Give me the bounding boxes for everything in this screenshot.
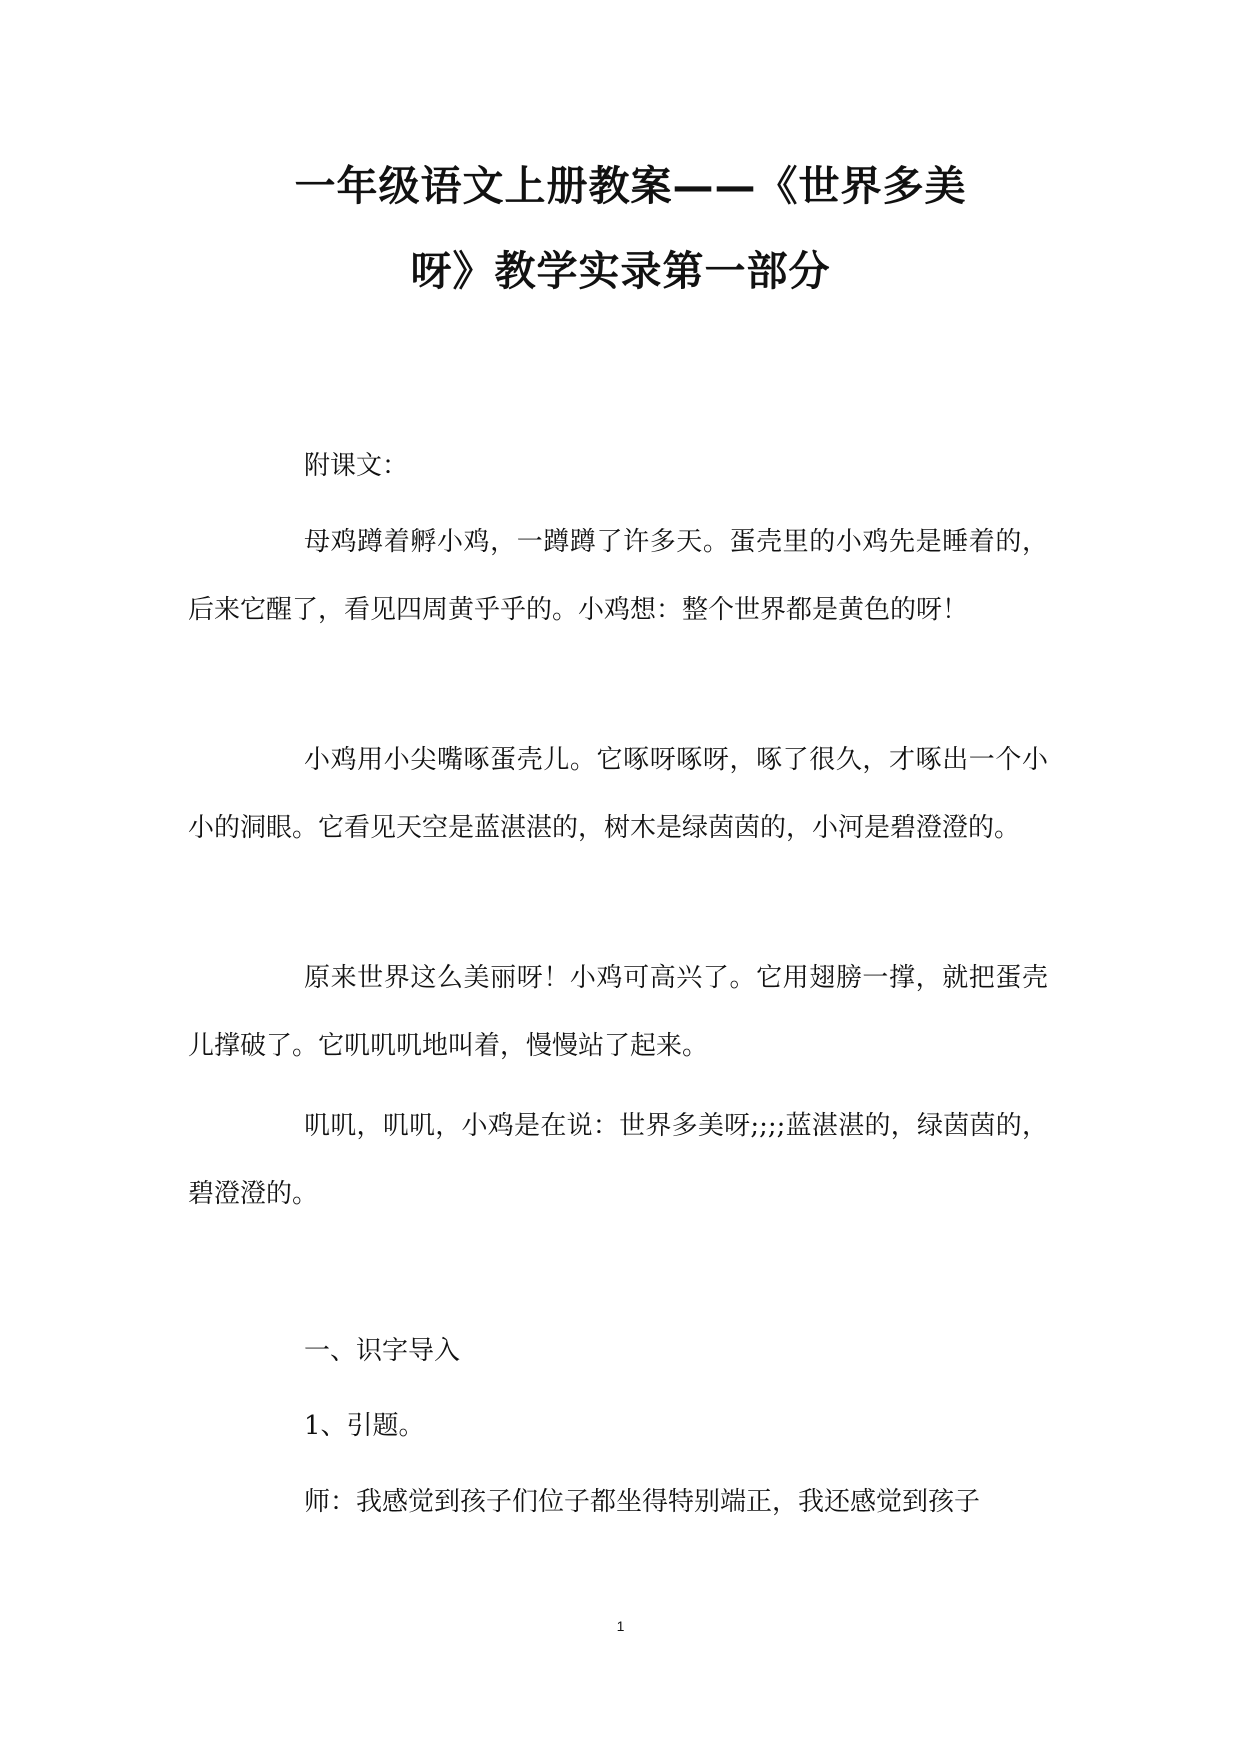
section-heading: 一、识字导入 bbox=[304, 1336, 461, 1366]
subheading: 1、引题。 bbox=[304, 1411, 425, 1441]
paragraph-3: 原来世界这么美丽呀！小鸡可高兴了。它用翅膀一撑，就把蛋壳儿撑破了。它叽叽叽地叫着，慢慢站了起来。 bbox=[188, 963, 1048, 1061]
attached-text-label: 附课文： bbox=[304, 451, 409, 481]
paragraph-2: 小鸡用小尖嘴啄蛋壳儿。它啄呀啄呀，啄了很久，才啄出一个小小的洞眼。它看见天空是蓝湛湛的，树木是绿茵茵的，小河是碧澄澄的。 bbox=[188, 745, 1048, 843]
paragraph-1: 母鸡蹲着孵小鸡，一蹲蹲了许多天。蛋壳里的小鸡先是睡着的，后来它醒了，看见四周黄乎乎的。小鸡想：整个世界都是黄色的呀！ bbox=[188, 527, 1048, 625]
paragraph-4: 叽叽，叽叽，小鸡是在说：世界多美呀;;;;蓝湛湛的，绿茵茵的，碧澄澄的。 bbox=[188, 1111, 1048, 1209]
page-number: 1 bbox=[616, 1618, 625, 1634]
paragraph-5: 师：我感觉到孩子们位子都坐得特别端正，我还感觉到孩子 bbox=[304, 1487, 981, 1517]
document-title-line-1: 一年级语文上册教案——《世界多美 bbox=[294, 162, 967, 210]
document-title-line-2: 呀》教学实录第一部分 bbox=[410, 247, 831, 295]
